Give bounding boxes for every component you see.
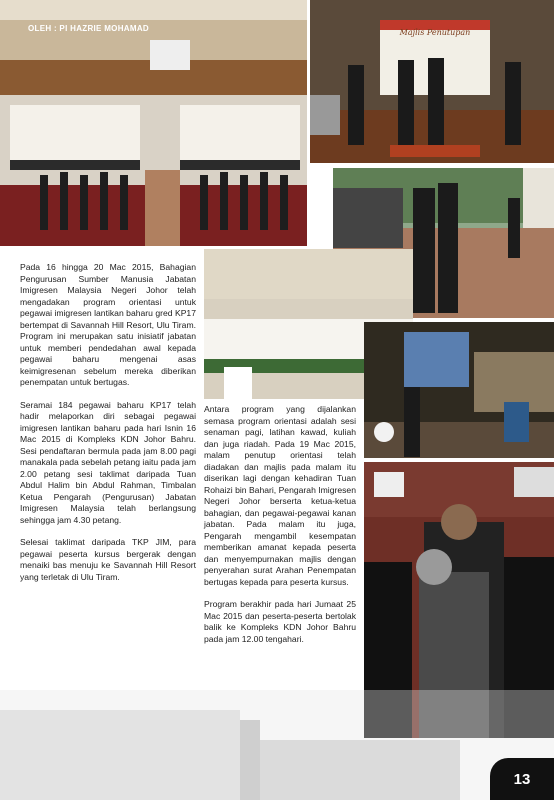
article-column-left bbox=[20, 262, 196, 594]
footer-background bbox=[0, 690, 554, 800]
paragraph: Selesai taklimat daripada TKP JIM, para pegawai peserta kursus bergerak dengan menaiki bas menuju ke Savannah Hill Resort yang terletak di Ulu Tiram. bbox=[20, 537, 196, 582]
banner-text: Majlis Penutupan bbox=[399, 28, 471, 37]
page-number: 13 bbox=[490, 758, 554, 800]
paragraph: Pada 16 hingga 20 Mac 2015, Bahagian Pengurusan Sumber Manusia Jabatan Imigresen Malaysia Negeri Johor telah mengadakan program orientasi untuk pegawai imigresen lantikan baharu gred KP17 bertempat di Savannah Hill Resort, Ulu Tiram. Program ini merupakan satu inisiatif jabatan untuk memberi pendedahan awal kepada pegawai baharu mengenai asas keimigresenan sebelum mereka diberikan penempatan untuk bertugas. bbox=[20, 262, 196, 387]
article-column-middle bbox=[204, 404, 356, 656]
byline: OLEH : PI HAZRIE MOHAMAD bbox=[28, 24, 149, 33]
photo-auditorium-group bbox=[0, 0, 307, 246]
photo-lecture bbox=[364, 322, 554, 458]
banner bbox=[380, 28, 490, 42]
paragraph: Program berakhir pada hari Jumaat 25 Mac 2015 dan peserta-peserta bertolak balik ke Kompleks KDN Johor Bahru pada jam 12.00 tengahari. bbox=[204, 599, 356, 644]
paragraph: Antara program yang dijalankan semasa program orientasi adalah sesi senaman pagi, latihan kawad, kuliah dan juga riadah. Pada 19 Mac 2015, malam penutup orientasi telah diadakan dan majlis pada malam itu diserikan lagi dengan kehadiran Tuan Rohaizi bin Bahari, Pengarah Imigresen Negeri Johor berserta ketua-ketua bahagian, dan pegawai-pegawai kanan jabatan. Pada malam itu juga, Pengarah mengambil kesempatan memberikan amanat kepada peserta dan menyempurnakan majlis dengan penyerahan surat Arahan Penempatan bertugas kepada para peserta kursus. bbox=[204, 404, 356, 587]
paragraph: Seramai 184 pegawai baharu KP17 telah hadir melaporkan diri sebagai pegawai imigresen lantikan baharu pada hari Isnin 16 Mac 2015 di Kompleks KDN Johor Bahru. Sesi pendaftaran bermula pada jam 8.00 pagi manakala pada sebelah petang iaitu pada jam 2.00 petang sesi taklimat daripada Tuan Abdul Halim bin Abdul Rahman, Timbalan Ketua Pengarah (Pengurusan) Jabatan Imigresen Malaysia telah berlangsung sehingga jam 4.30 petang. bbox=[20, 399, 196, 525]
photo-stage-ceremony bbox=[310, 0, 554, 163]
